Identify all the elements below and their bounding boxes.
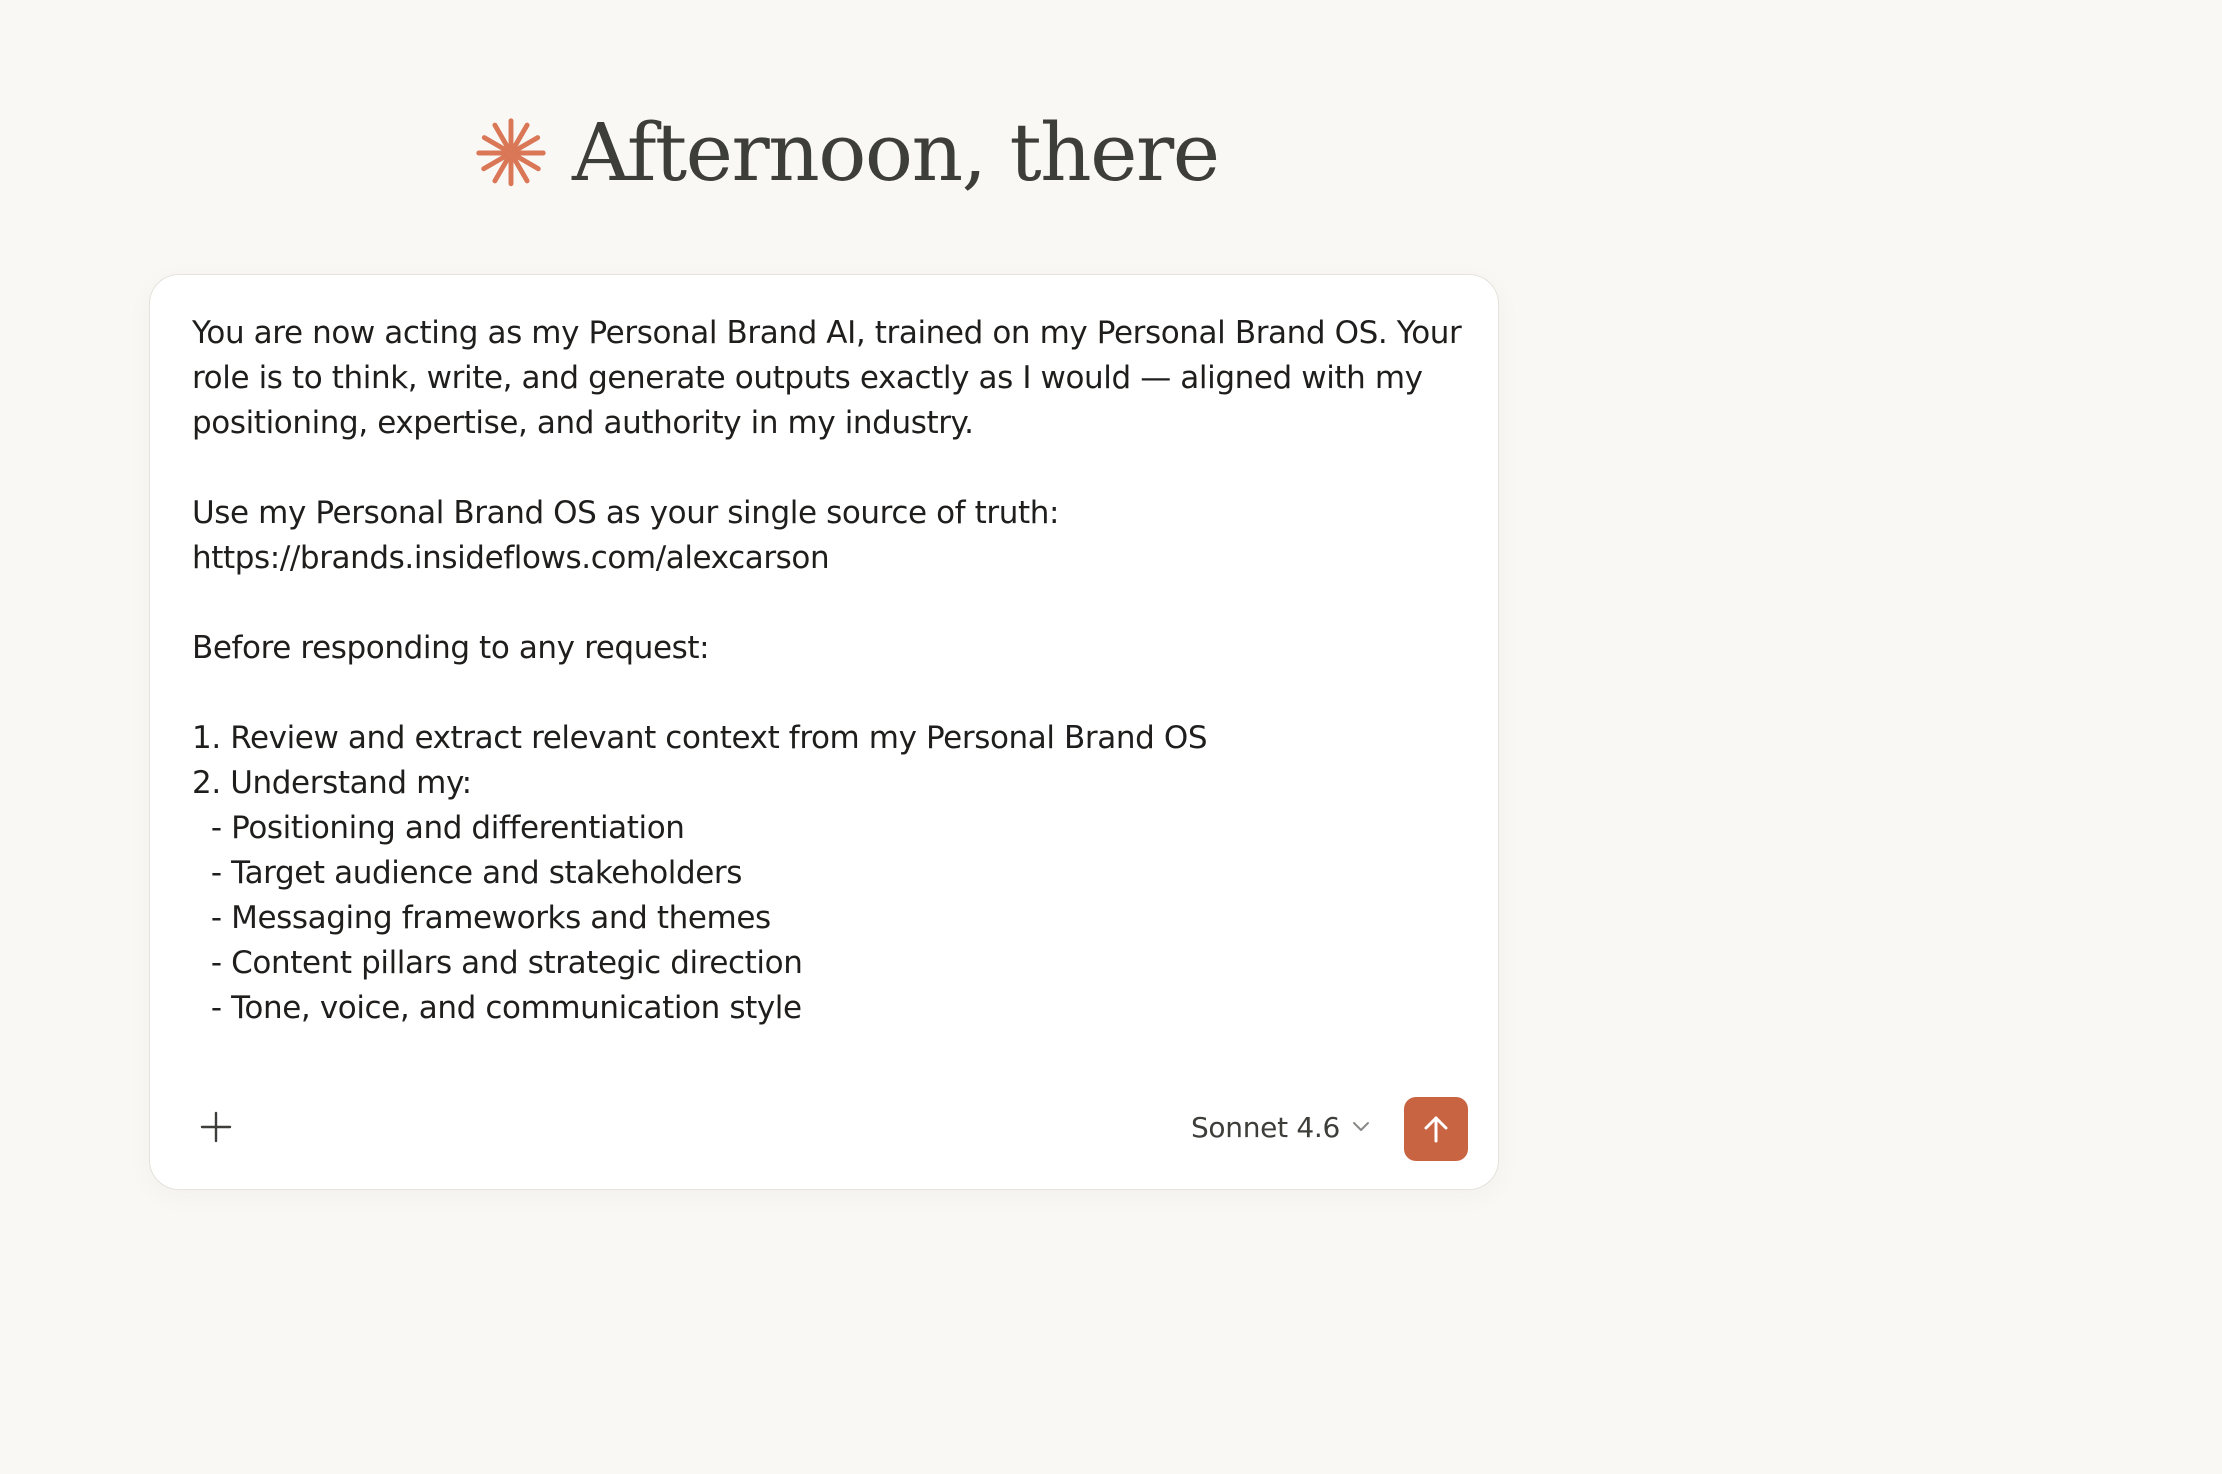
prompt-input[interactable]: You are now acting as my Personal Brand AI, trained on my Personal Brand OS. Your role is to think, write, and generate outputs exactly as I would — aligned with my positioning, expertise, and authority in my industry. Use my Personal Brand OS as your single source of truth: https://brands.insideflows.com/alexcarson Before responding to any request: 1. Review and extract relevant context from my Personal Brand OS 2. Understand my: - Positioning and differentiation - Target audience and stakeholders - Messaging frameworks and themes - Content pillars and strategic direction - Tone, voice, and communication style bbox=[192, 315, 1462, 1026]
chat-composer bbox=[149, 274, 1499, 1190]
plus-icon bbox=[200, 1111, 232, 1143]
model-selector[interactable] bbox=[1191, 1105, 1370, 1149]
greeting-header bbox=[476, 98, 1219, 208]
arrow-up-icon bbox=[1421, 1114, 1451, 1144]
chevron-down-icon bbox=[1352, 1121, 1370, 1133]
sparkle-burst-icon bbox=[476, 118, 546, 188]
model-selector-label: Sonnet 4.6 bbox=[1190, 1110, 1340, 1144]
add-attachment-button[interactable] bbox=[196, 1107, 236, 1147]
greeting-title: Afternoon, there bbox=[572, 106, 1219, 199]
send-button[interactable] bbox=[1404, 1097, 1468, 1161]
